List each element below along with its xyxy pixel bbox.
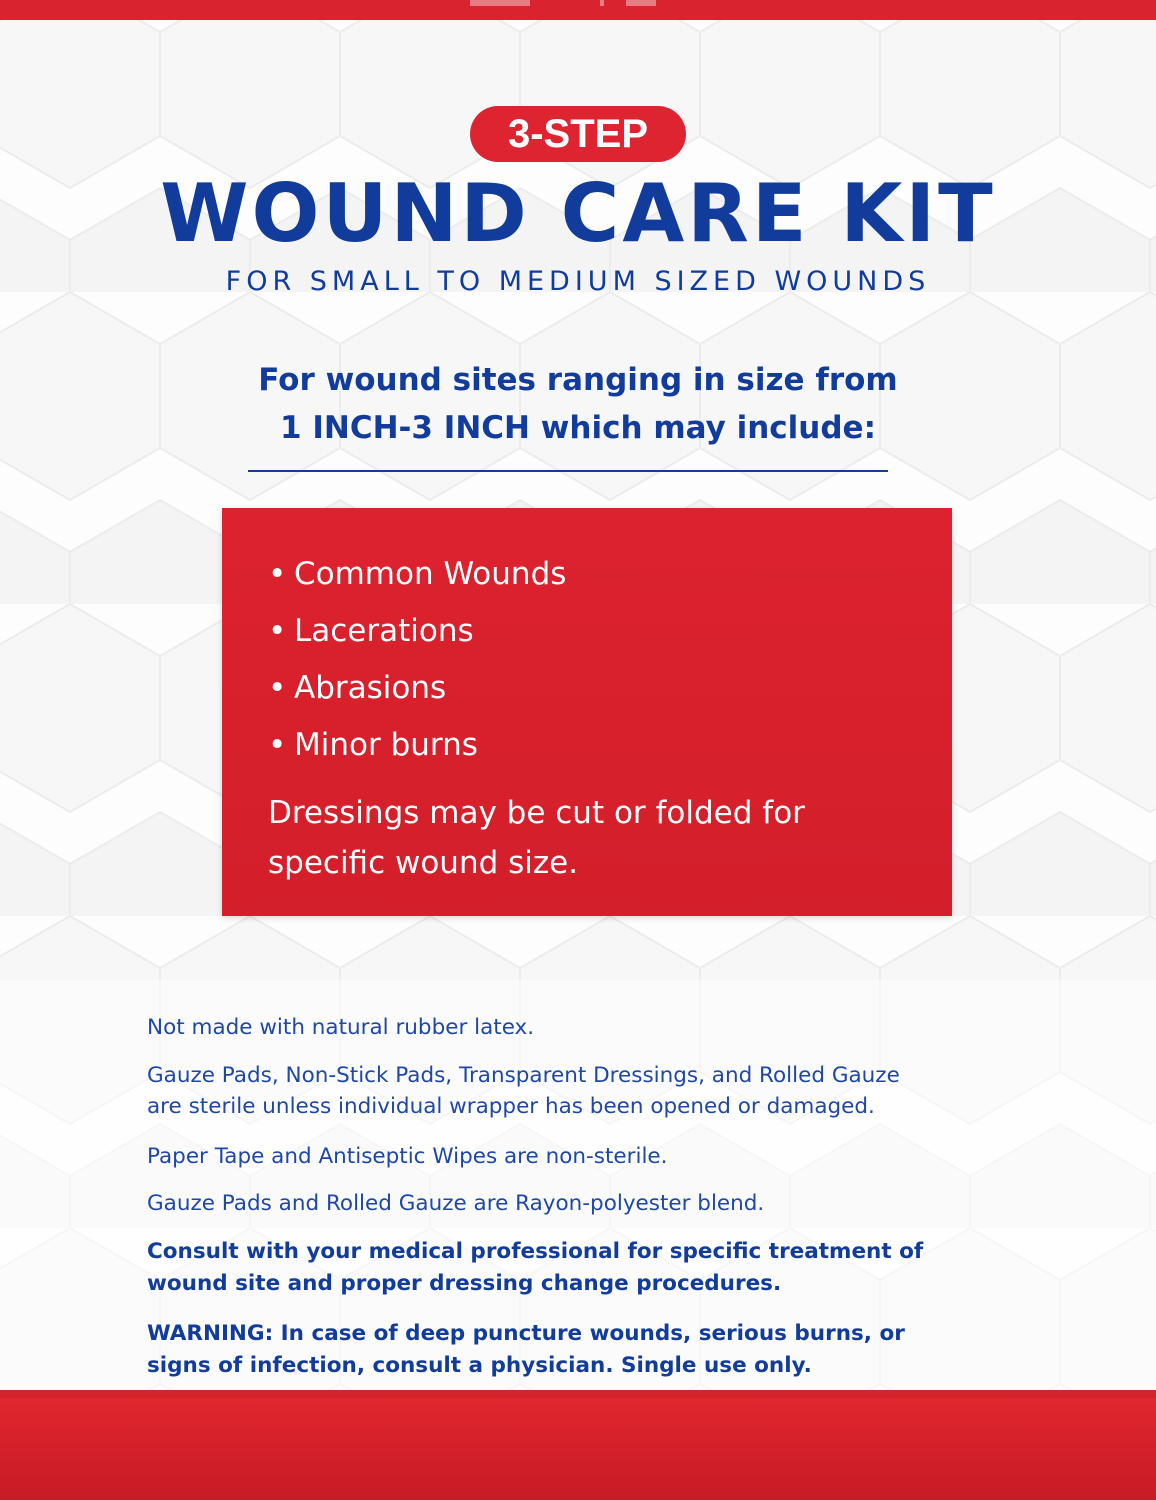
material-statement: Gauze Pads and Rolled Gauze are Rayon-polyester blend. bbox=[147, 1191, 765, 1216]
bullet-icon: • bbox=[268, 727, 287, 763]
intro-line-1: For wound sites ranging in size from bbox=[258, 362, 898, 398]
warning-line-1: WARNING: In case of deep puncture wounds, serious burns, or bbox=[147, 1321, 905, 1346]
wound-size-intro bbox=[170, 356, 986, 452]
wound-types-list bbox=[268, 546, 566, 774]
consult-line-2: wound site and proper dressing change procedures. bbox=[147, 1271, 782, 1296]
consult-line-1: Consult with your medical professional for specific treatment of bbox=[147, 1239, 924, 1264]
wound-types-panel bbox=[222, 508, 952, 916]
divider-rule bbox=[248, 470, 888, 472]
product-subtitle: FOR SMALL TO MEDIUM SIZED WOUNDS bbox=[225, 266, 931, 297]
latex-statement: Not made with natural rubber latex. bbox=[147, 1015, 535, 1040]
dressing-note-line-1: Dressings may be cut or folded for bbox=[268, 795, 805, 831]
intro-line-2: 1 INCH-3 INCH which may include: bbox=[280, 410, 876, 446]
consult-statement bbox=[147, 1236, 1047, 1300]
dressing-note-line-2: specific wound size. bbox=[268, 845, 579, 881]
top-band-marking bbox=[470, 0, 530, 6]
wound-type-label: Common Wounds bbox=[294, 556, 567, 592]
sterility-line-1: Gauze Pads, Non-Stick Pads, Transparent Dressings, and Rolled Gauze bbox=[147, 1063, 900, 1088]
wound-type-label: Minor burns bbox=[294, 727, 478, 763]
bullet-icon: • bbox=[268, 556, 287, 592]
list-item bbox=[268, 660, 566, 717]
dressing-note bbox=[268, 788, 908, 888]
top-band-marking bbox=[600, 0, 604, 6]
top-band-marking bbox=[626, 0, 656, 6]
warning-line-2: signs of infection, consult a physician. Single use only. bbox=[147, 1353, 812, 1378]
box-top-red-band bbox=[0, 0, 1156, 20]
non-sterile-statement: Paper Tape and Antiseptic Wipes are non-sterile. bbox=[147, 1144, 668, 1169]
wound-type-label: Abrasions bbox=[294, 670, 447, 706]
list-item bbox=[268, 546, 566, 603]
product-title: WOUND CARE KIT bbox=[160, 167, 996, 260]
sterility-line-2: are sterile unless individual wrapper has been opened or damaged. bbox=[147, 1094, 875, 1119]
bullet-icon: • bbox=[268, 670, 287, 706]
list-item bbox=[268, 717, 566, 774]
warning-statement bbox=[147, 1318, 1047, 1382]
box-bottom-red-band bbox=[0, 1390, 1156, 1500]
sterility-statement bbox=[147, 1060, 1047, 1122]
list-item bbox=[268, 603, 566, 660]
bottom-band-shadow bbox=[0, 1390, 1156, 1398]
bullet-icon: • bbox=[268, 613, 287, 649]
step-badge: 3-STEP bbox=[470, 106, 686, 162]
wound-type-label: Lacerations bbox=[294, 613, 474, 649]
